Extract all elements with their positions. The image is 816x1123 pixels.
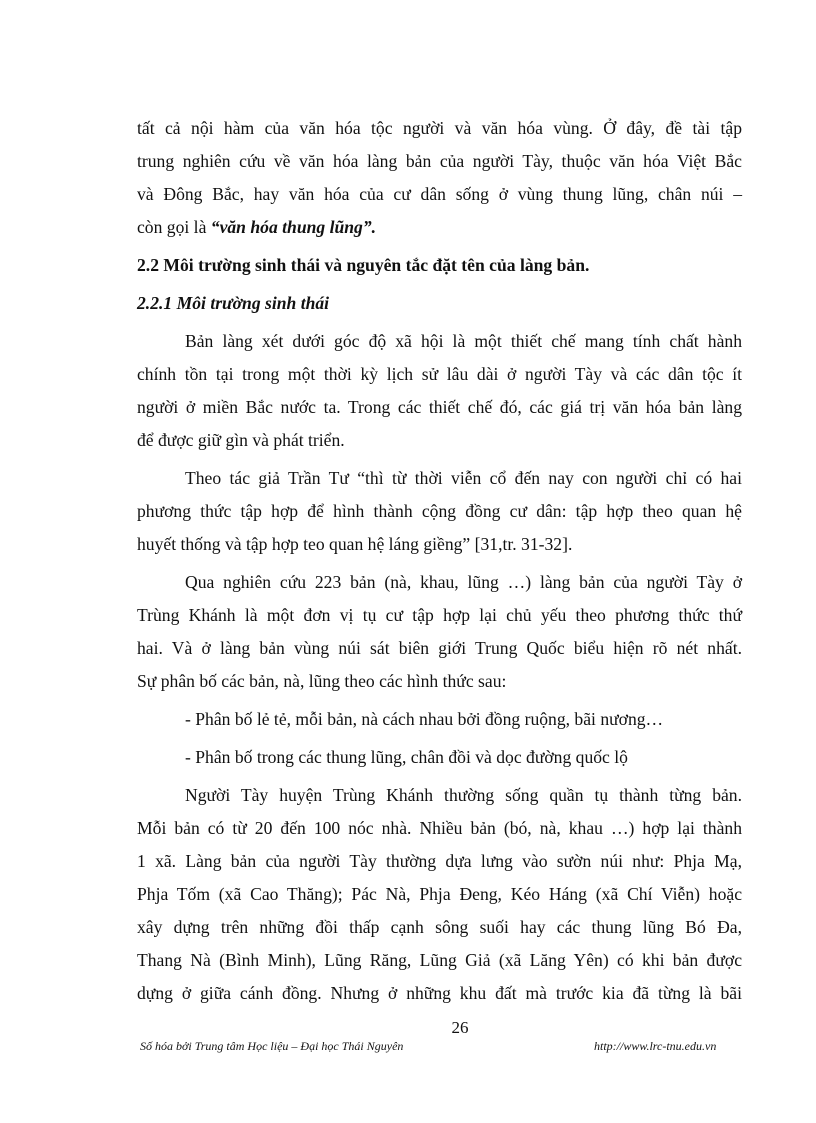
paragraph-line: Người Tày huyện Trùng Khánh thường sống quần tụ thành từng bản. xyxy=(185,785,742,805)
paragraph-line: hai. Và ở làng bản vùng núi sát biên giới Trung Quốc biểu hiện rõ nét nhất. xyxy=(137,638,742,658)
paragraph-line: Bản làng xét dưới góc độ xã hội là một thiết chế mang tính chất hành xyxy=(185,331,742,351)
paragraph-line: tất cả nội hàm của văn hóa tộc người và văn hóa vùng. Ở đây, đề tài tập xyxy=(137,118,742,138)
subsection-heading: 2.2.1 Môi trường sinh thái xyxy=(137,293,330,313)
paragraph-line: xây dựng trên những đồi thấp cạnh sông suối hay các thung lũng Bó Đa, xyxy=(137,917,742,937)
list-item: - Phân bố lẻ tẻ, mỗi bản, nà cách nhau bởi đồng ruộng, bãi nương… xyxy=(185,709,664,729)
paragraph-line: Phja Tốm (xã Cao Thăng); Pác Nà, Phja Đeng, Kéo Háng (xã Chí Viễn) hoặc xyxy=(137,884,742,904)
paragraph-line: huyết thống và tập hợp teo quan hệ láng giềng” [31,tr. 31-32]. xyxy=(137,534,573,554)
paragraph-line: người ở miền Bắc nước ta. Trong các thiết chế đó, các giá trị văn hóa bản làng xyxy=(137,397,742,417)
paragraph-line: 1 xã. Làng bản của người Tày thường dựa lưng vào sườn núi như: Phja Mạ, xyxy=(137,851,742,871)
footer-url-link[interactable]: http://www.lrc-tnu.edu.vn xyxy=(594,1039,717,1053)
footer-source: Số hóa bởi Trung tâm Học liệu – Đại học Thái Nguyên xyxy=(140,1039,404,1053)
paragraph-line: và Đông Bắc, hay văn hóa của cư dân sống ở vùng thung lũng, chân núi – xyxy=(137,184,742,204)
paragraph-line: Qua nghiên cứu 223 bản (nà, khau, lũng …) làng bản của người Tày ở xyxy=(185,572,742,592)
paragraph-text: còn gọi là xyxy=(137,217,211,237)
list-item: - Phân bố trong các thung lũng, chân đồi và dọc đường quốc lộ xyxy=(185,747,628,767)
paragraph-line: trung nghiên cứu về văn hóa làng bản của người Tày, thuộc văn hóa Việt Bắc xyxy=(137,151,742,171)
section-heading: 2.2 Môi trường sinh thái và nguyên tắc đặt tên của làng bản. xyxy=(137,255,590,275)
paragraph-line: Theo tác giả Trần Tư “thì từ thời viễn cổ đến nay con người chỉ có hai xyxy=(185,468,742,488)
paragraph-line xyxy=(137,215,742,239)
paragraph-line: Sự phân bố các bản, nà, lũng theo các hình thức sau: xyxy=(137,671,507,691)
paragraph-line: Mỗi bản có từ 20 đến 100 nóc nhà. Nhiều bản (bó, nà, khau …) hợp lại thành xyxy=(137,818,742,838)
paragraph-line: để được giữ gìn và phát triển. xyxy=(137,430,345,450)
paragraph-line: dựng ở giữa cánh đồng. Nhưng ở những khu đất mà trước kia đã từng là bãi xyxy=(137,983,742,1003)
paragraph-line: chính tồn tại trong một thời kỳ lịch sử lâu dài ở người Tày và các dân tộc ít xyxy=(137,364,742,384)
emphasis-term: “văn hóa thung lũng”. xyxy=(210,217,377,237)
paragraph-line: phương thức tập hợp để hình thành cộng đồng cư dân: tập hợp theo quan hệ xyxy=(137,501,742,521)
page-number: 26 xyxy=(451,1018,469,1037)
paragraph-line: Trùng Khánh là một đơn vị tụ cư tập hợp lại chủ yếu theo phương thức thứ xyxy=(137,605,742,625)
paragraph-line: Thang Nà (Bình Minh), Lũng Răng, Lũng Giả (xã Lăng Yên) có khi bản được xyxy=(137,950,742,970)
